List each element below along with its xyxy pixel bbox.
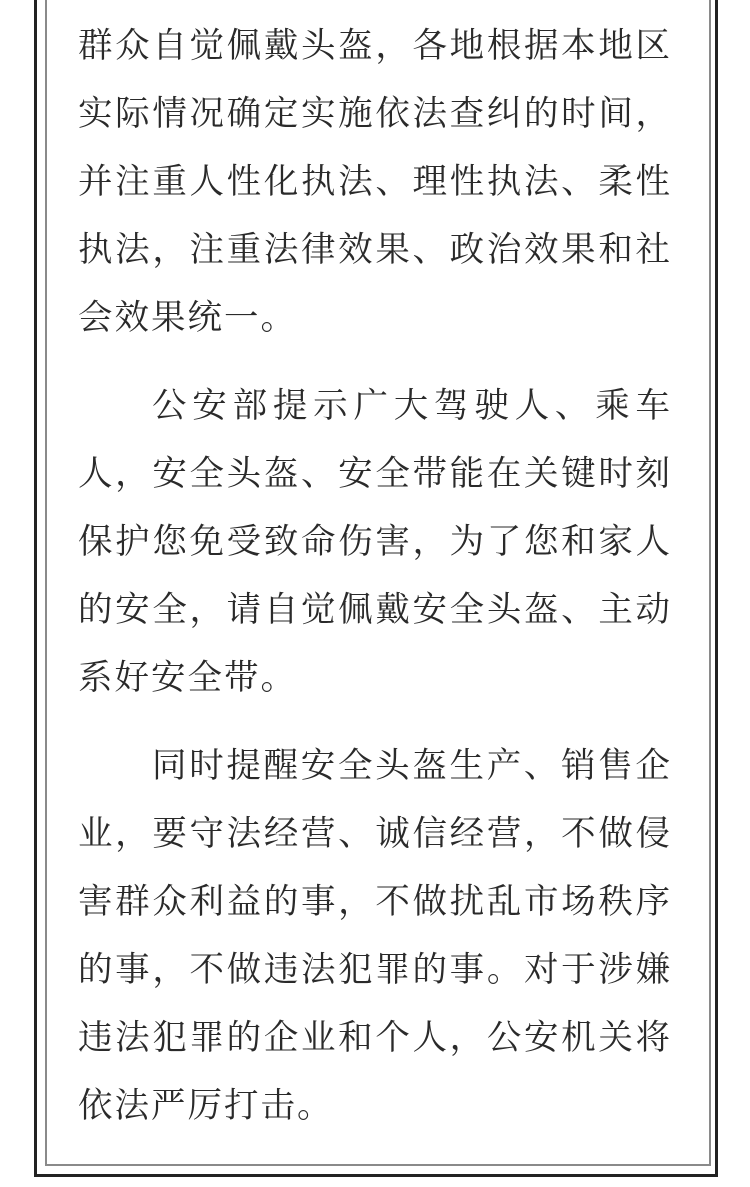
paragraph-safety-reminder: 公安部提示广大驾驶人、乘车人，安全头盔、安全带能在关键时刻保护您免受致命伤害，为了您和家人的安全，请自觉佩戴安全头盔、主动系好安全带。: [78, 386, 672, 698]
paragraph-enforcement: 群众自觉佩戴头盔，各地根据本地区实际情况确定实施依法查纠的时间，并注重人性化执法、理性执法、柔性执法，注重法律效果、政治效果和社会效果统一。: [78, 26, 672, 338]
article-body: [78, 12, 672, 1160]
paragraph-manufacturer-warning: 同时提醒安全头盔生产、销售企业，要守法经营、诚信经营，不做侵害群众利益的事，不做扰乱市场秩序的事，不做违法犯罪的事。对于涉嫌违法犯罪的企业和个人，公安机关将依法严厉打击。: [78, 746, 672, 1126]
